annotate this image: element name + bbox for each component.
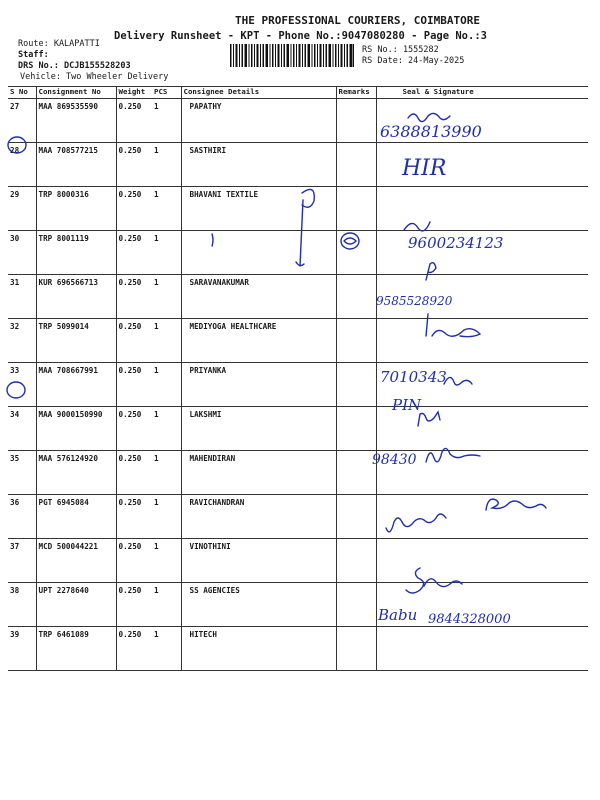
cell-sno: 37: [8, 539, 36, 583]
cell-pcs: 1: [152, 451, 181, 495]
col-header-pcs: PCS: [152, 87, 181, 99]
rs-number: RS No.: 1555282: [362, 45, 439, 55]
col-header-signature: Seal & Signature: [376, 87, 588, 99]
handwritten-phone: 98430: [372, 452, 417, 468]
signature-mark: [404, 222, 430, 231]
handwritten-phone: 9600234123: [408, 234, 504, 252]
cell-weight: 0.250: [116, 143, 152, 187]
cell-sno: 30: [8, 231, 36, 275]
signature-mark: [444, 377, 472, 385]
cell-sno: 32: [8, 319, 36, 363]
cell-consignment: MAA 708577215: [36, 143, 116, 187]
cell-consignee: PRIYANKA: [181, 363, 336, 407]
cell-weight: 0.250: [116, 583, 152, 627]
cell-weight: 0.250: [116, 99, 152, 143]
cell-consignee: PAPATHY: [181, 99, 336, 143]
cell-consignee: LAKSHMI: [181, 407, 336, 451]
cell-consignment: MAA 576124920: [36, 451, 116, 495]
cell-consignment: MAA 708667991: [36, 363, 116, 407]
pen-stroke: [212, 234, 213, 246]
handwritten-name: Babu: [378, 606, 418, 624]
document-title: THE PROFESSIONAL COURIERS, COIMBATORE: [234, 14, 481, 27]
signature-mark: [486, 499, 546, 510]
handwritten-mark: PIN: [392, 396, 422, 414]
cell-consignment: TRP 8000316: [36, 187, 116, 231]
col-header-remarks: Remarks: [336, 87, 376, 99]
handwritten-phone: 7010343: [380, 368, 447, 386]
cell-consignment: MCD 500044221: [36, 539, 116, 583]
signature-mark: [426, 314, 480, 337]
cell-consignment: MAA 869535590: [36, 99, 116, 143]
pen-stroke: [344, 238, 356, 244]
col-header-consignment: Consignment No: [36, 87, 116, 99]
route-label: Route: KALAPATTI: [18, 39, 100, 49]
handwritten-phone: 9844328000: [428, 612, 511, 627]
rs-date: RS Date: 24-May-2025: [362, 56, 465, 66]
cell-weight: 0.250: [116, 231, 152, 275]
cell-sno: 27: [8, 99, 36, 143]
cell-sno: 34: [8, 407, 36, 451]
signature-mark: [408, 113, 450, 121]
document-subtitle: Delivery Runsheet - KPT - Phone No.:9047080280 - Page No.:3: [114, 30, 487, 42]
cell-consignment: TRP 6461089: [36, 627, 116, 671]
cell-weight: 0.250: [116, 627, 152, 671]
drs-number: DRS No.: DCJB155528203: [18, 61, 131, 71]
cell-weight: 0.250: [116, 319, 152, 363]
cell-sno: 36: [8, 495, 36, 539]
cell-pcs: 1: [152, 495, 181, 539]
pen-stroke: [302, 189, 314, 207]
cell-pcs: 1: [152, 187, 181, 231]
col-header-sno: S No: [8, 87, 36, 99]
col-header-weight: Weight: [116, 87, 152, 99]
cell-consignment: TRP 5099014: [36, 319, 116, 363]
cell-consignee: RAVICHANDRAN: [181, 495, 336, 539]
handwritten-phone: 6388813990: [380, 122, 482, 141]
cell-pcs: 1: [152, 539, 181, 583]
signature-mark: [406, 568, 462, 593]
cell-weight: 0.250: [116, 451, 152, 495]
col-header-consignee: Consignee Details: [181, 87, 336, 99]
cell-consignee: HITECH: [181, 627, 336, 671]
cell-consignment: UPT 2278640: [36, 583, 116, 627]
cell-consignment: TRP 8001119: [36, 231, 116, 275]
cell-pcs: 1: [152, 275, 181, 319]
cell-pcs: 1: [152, 143, 181, 187]
cell-consignee: SS AGENCIES: [181, 583, 336, 627]
cell-weight: 0.250: [116, 187, 152, 231]
handwritten-phone: 9585528920: [376, 294, 453, 308]
cell-weight: 0.250: [116, 363, 152, 407]
cell-consignment: MAA 9000150990: [36, 407, 116, 451]
signature-mark: [426, 448, 480, 462]
cell-consignee: MEDIYOGA HEALTHCARE: [181, 319, 336, 363]
cell-consignee: BHAVANI TEXTILE: [181, 187, 336, 231]
cell-pcs: 1: [152, 99, 181, 143]
cell-pcs: 1: [152, 407, 181, 451]
signature-mark: [418, 412, 440, 426]
signature-mark: [426, 263, 436, 280]
cell-weight: 0.250: [116, 407, 152, 451]
cell-weight: 0.250: [116, 495, 152, 539]
cell-consignee: SARAVANAKUMAR: [181, 275, 336, 319]
cell-sno: 33: [8, 363, 36, 407]
cell-sno: 35: [8, 451, 36, 495]
circle-mark: [8, 137, 26, 153]
cell-pcs: 1: [152, 363, 181, 407]
handwritten-mark: HIR: [402, 156, 447, 181]
cell-sno: 31: [8, 275, 36, 319]
cell-sno: 28: [8, 143, 36, 187]
cell-pcs: 1: [152, 583, 181, 627]
cell-sno: 39: [8, 627, 36, 671]
cell-consignment: PGT 6945084: [36, 495, 116, 539]
vehicle-label: Vehicle: Two Wheeler Delivery: [20, 72, 169, 82]
signature-mark: [386, 514, 446, 532]
cell-consignee: MAHENDIRAN: [181, 451, 336, 495]
cell-consignee: SASTHIRI: [181, 143, 336, 187]
cell-sno: 38: [8, 583, 36, 627]
cell-pcs: 1: [152, 231, 181, 275]
cell-consignment: KUR 696566713: [36, 275, 116, 319]
cell-pcs: 1: [152, 319, 181, 363]
cell-weight: 0.250: [116, 275, 152, 319]
staff-label: Staff:: [18, 50, 49, 60]
cell-weight: 0.250: [116, 539, 152, 583]
cell-pcs: 1: [152, 627, 181, 671]
cell-consignee: VINOTHINI: [181, 539, 336, 583]
cell-sno: 29: [8, 187, 36, 231]
pen-stroke: [296, 200, 304, 266]
circle-mark: [7, 382, 25, 398]
